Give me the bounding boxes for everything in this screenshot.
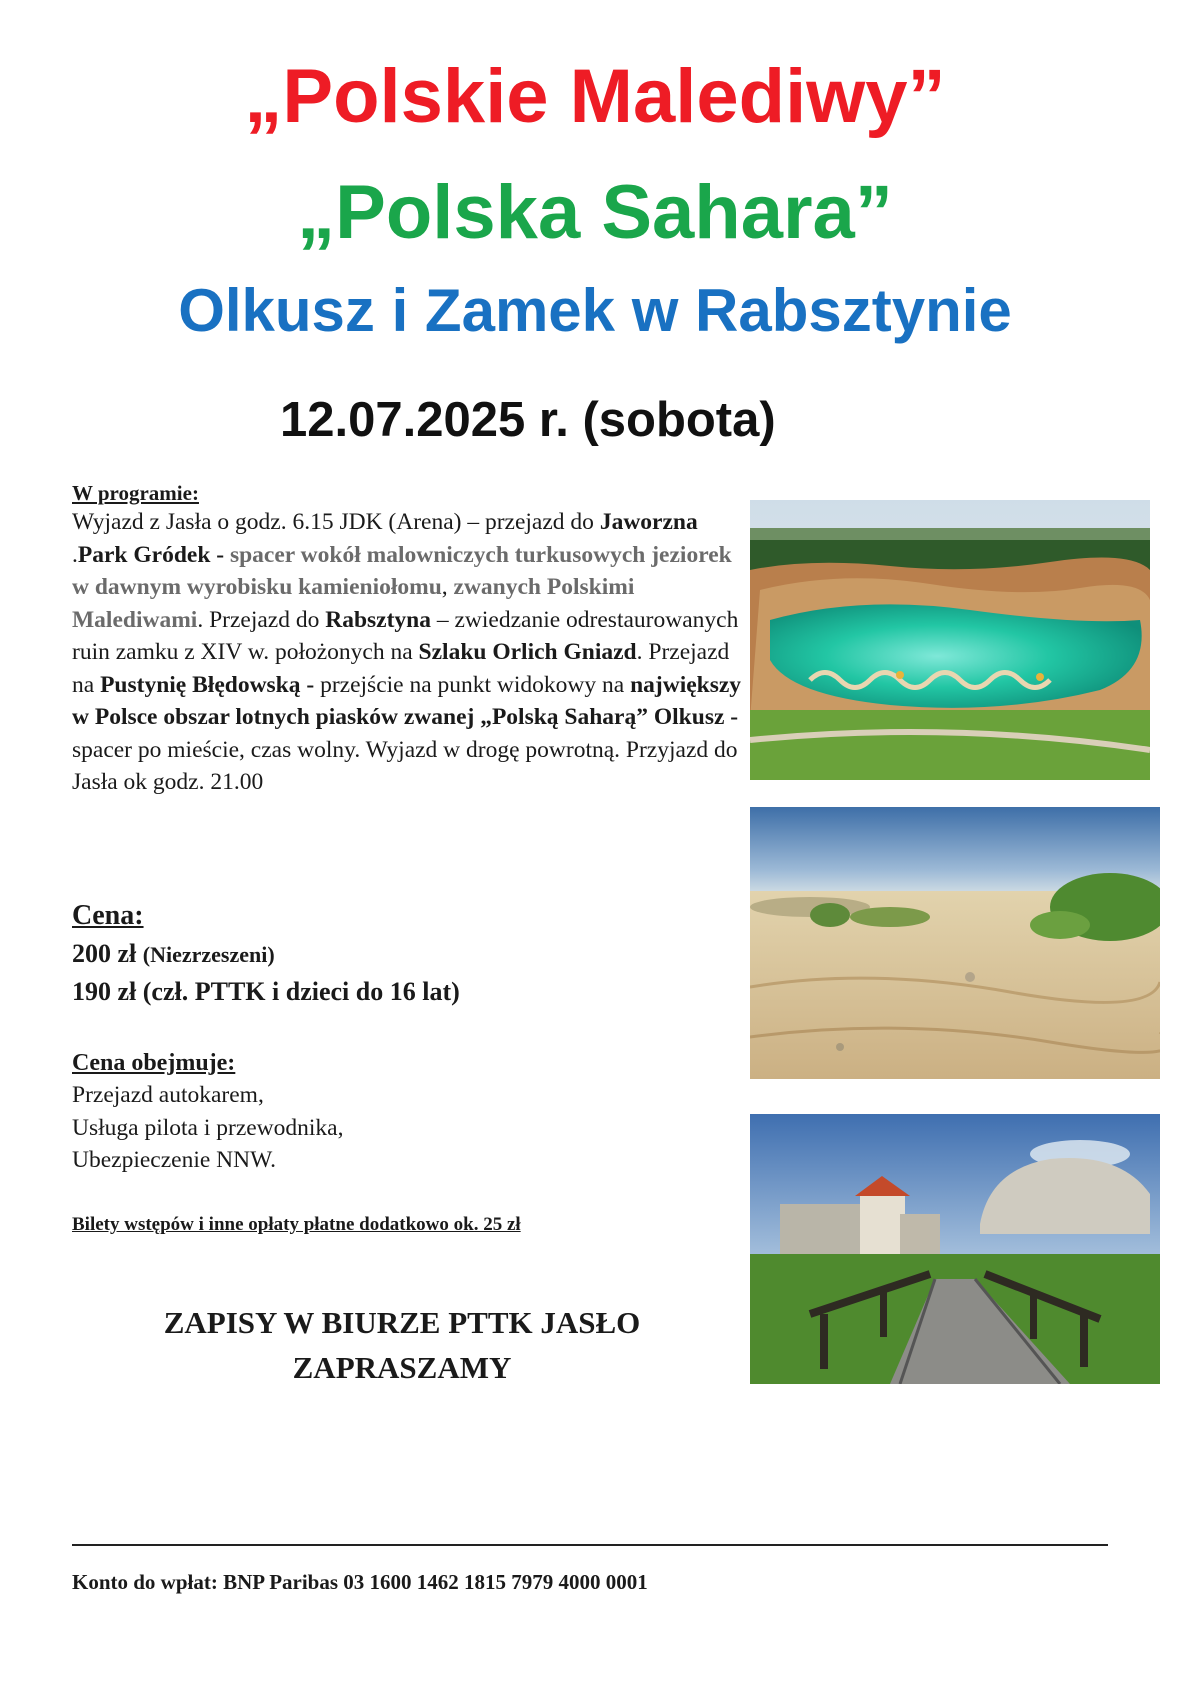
program-part: - — [210, 541, 230, 568]
program-part: spacer po mieście, czas wolny. Wyjazd w drogę powrotną. Przyjazd do Jasła ok godz. 21.00 — [72, 736, 738, 795]
program-part: . — [72, 541, 78, 568]
includes-section — [72, 1047, 742, 1177]
price-heading: Cena: — [72, 900, 144, 931]
includes-item: Ubezpieczenie NNW. — [72, 1147, 277, 1173]
program-part: . Przejazd do — [197, 606, 326, 633]
title-line-1: „Polskie Malediwy” — [244, 54, 946, 139]
includes-item: Przejazd autokarem, — [72, 1082, 264, 1108]
signup-line: ZAPISY W BIURZE PTTK JASŁO — [163, 1305, 641, 1340]
price-line-1 — [72, 935, 742, 973]
program-part: największy w Polsce obszar lotnych piasków zwanej „Polską Saharą” Olkusz - — [72, 671, 742, 730]
program-part: Szlaku Orlich Gniazd — [418, 639, 637, 665]
program-part: Pustynię Błędowską - — [100, 671, 315, 698]
signup-line: ZAPRASZAMY — [292, 1350, 512, 1385]
program-part: , — [441, 574, 454, 600]
price-section — [72, 897, 742, 1010]
trip-date: 12.07.2025 r. (sobota) — [280, 393, 776, 447]
tickets-note: Bilety wstępów i inne opłaty płatne dodatkowo ok. 25 zł — [72, 1214, 521, 1235]
program-part: spacer wokół malowniczych turkusowych jeziorek w dawnym wyrobisku kamieniołomu — [72, 541, 732, 600]
title-line-2: „Polska Sahara” — [297, 170, 893, 255]
price-amount: 200 zł — [72, 939, 137, 968]
divider — [72, 1544, 1108, 1546]
price-note: (Niezrzeszeni) — [142, 942, 275, 967]
program-part: Wyjazd z Jasła o godz. 6.15 JDK (Arena) – przejazd do — [72, 509, 600, 535]
bank-account: Konto do wpłat: BNP Paribas 03 1600 1462 1815 7979 4000 0001 — [72, 1570, 648, 1594]
signup-note — [72, 1300, 732, 1390]
program-part: Jaworzna — [599, 509, 698, 535]
includes-item: Usługa pilota i przewodnika, — [72, 1114, 344, 1141]
program-part: Rabsztyna — [325, 606, 431, 633]
program-heading: W programie: — [72, 481, 199, 505]
program-part: Park Gródek — [77, 541, 211, 568]
program-part: – zwiedzanie odrestaurowanych ruin zamku z XIV w. położonych na — [72, 606, 739, 665]
quarry-lake-photo — [750, 500, 1150, 780]
includes-heading: Cena obejmuje: — [72, 1050, 236, 1076]
castle-ruins-photo — [750, 1114, 1160, 1384]
program-part: przejście na punkt widokowy na — [314, 671, 631, 698]
program-section — [72, 480, 742, 799]
title-line-3: Olkusz i Zamek w Rabsztynie — [178, 277, 1012, 344]
program-part: . Przejazd na — [72, 639, 730, 698]
program-text — [72, 506, 742, 799]
price-line-2: 190 zł (czł. PTTK i dzieci do 16 lat) — [72, 977, 460, 1006]
program-part: zwanych Polskimi Malediwami — [72, 574, 635, 633]
sand-desert-photo — [750, 807, 1160, 1079]
